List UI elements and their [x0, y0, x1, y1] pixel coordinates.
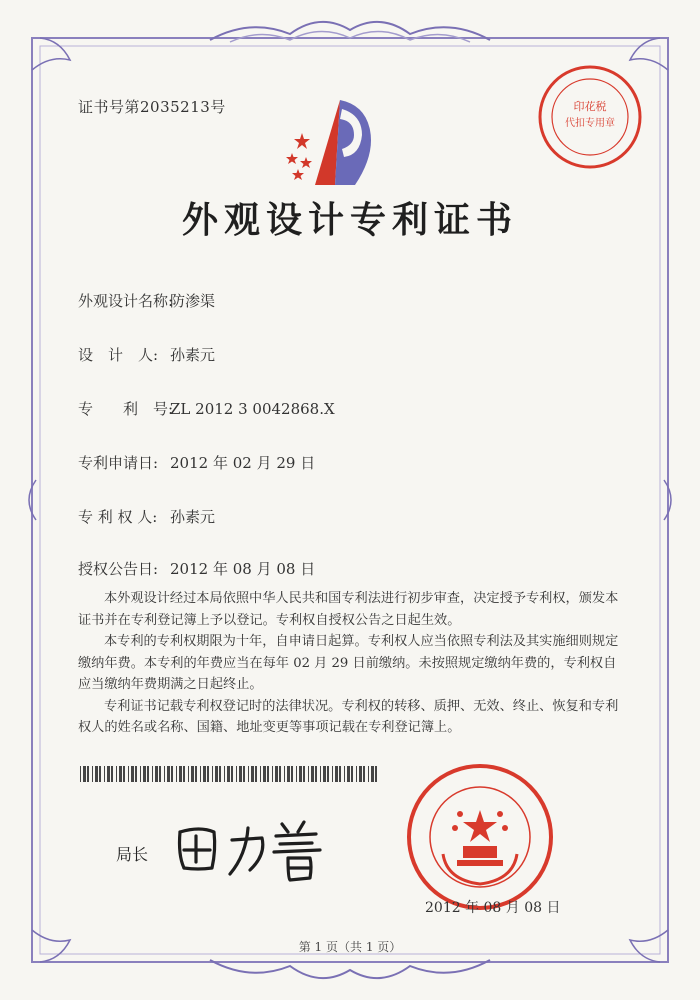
field-label: 专 利 权 人: [78, 508, 158, 526]
field-value: 2012 年 08 月 08 日 [170, 560, 316, 578]
body-paragraph: 本专利的专利权期限为十年，自申请日起算。专利权人应当依照专利法及其实施细则规定缴纳年费。本专利的年费应当在每年 02 月 29 日前缴纳。未按照规定缴纳年费的，专利权自应当缴纳年费期满之日起终止。 [78, 634, 619, 692]
field-designer [78, 344, 215, 365]
field-label: 专利申请日: [78, 454, 159, 472]
certificate-number: 证书号第2035213号 [78, 98, 226, 116]
field-patent-number [78, 398, 335, 419]
field-label: 设 计 人: [78, 346, 159, 364]
svg-text:代扣专用章: 代扣专用章 [565, 118, 615, 129]
field-value: 防渗渠 [170, 292, 216, 310]
seal-date: 2012 年 08 月 08 日 [425, 900, 561, 916]
certificate-body [78, 588, 623, 739]
body-paragraph: 专利证书记载专利权登记时的法律状况。专利权的转移、质押、无效、终止、恢复和专利权人的姓名或名称、国籍、地址变更等事项记载在专利登记簿上。 [78, 698, 619, 735]
tax-stamp-icon [535, 62, 645, 172]
national-seal-icon [405, 762, 555, 912]
certificate-title: 外观设计专利证书 [181, 199, 518, 241]
field-value: 孙素元 [170, 346, 216, 364]
field-label: 外观设计名称: [78, 292, 174, 310]
barcode-icon [80, 766, 380, 782]
director-label: 局长 [116, 845, 149, 864]
page-footer: 第 1 页（共 1 页） [298, 940, 402, 954]
director-signature-icon [170, 810, 340, 890]
field-value: 2012 年 02 月 29 日 [170, 454, 316, 472]
field-value: 孙素元 [170, 508, 216, 526]
field-application-date [78, 452, 315, 473]
body-paragraph: 本外观设计经过本局依照中华人民共和国专利法进行初步审查，决定授予专利权，颁发本证书并在专利登记簿上予以登记。专利权自授权公告之日起生效。 [78, 591, 619, 628]
sipo-logo-icon [280, 95, 390, 195]
field-label: 专 利 号: [78, 400, 174, 418]
field-value: ZL 2012 3 0042868.X [170, 400, 335, 418]
field-design-name [78, 290, 215, 311]
field-patentee [78, 506, 215, 527]
field-announcement-date [78, 558, 315, 579]
svg-text:印花税: 印花税 [573, 100, 607, 113]
field-label: 授权公告日: [78, 560, 159, 578]
